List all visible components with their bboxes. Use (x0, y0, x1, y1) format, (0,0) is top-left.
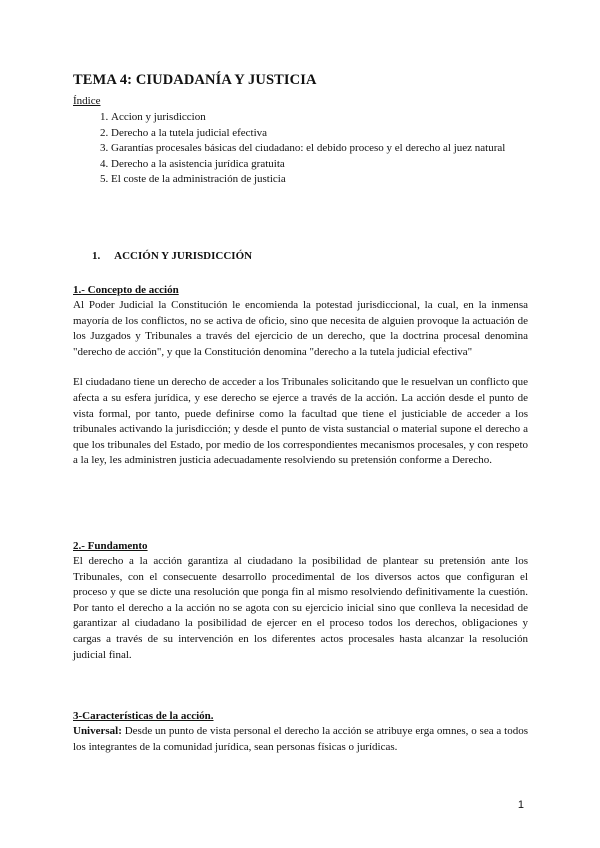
table-of-contents (73, 110, 528, 188)
toc-item: 1. Accion y jurisdiccion (111, 110, 528, 126)
section-number: 1. (92, 250, 101, 262)
section-heading (73, 250, 252, 262)
caracteristicas-section (73, 709, 528, 755)
page-number: 1 (517, 799, 524, 811)
concepto-paragraph-2: El ciudadano tiene un derecho de acceder a los Tribunales solicitando que le resuelvan un conflicto que afecta a su esfera jurídica, y ese derecho se ejerce a través de la acción. La acción desde el punto de vista formal, por tanto, puede definirse como la facultad que tiene el justiciable de acceder a los tribunales activando la jurisdicción; y desde el punto de vista sustancial o material supone el derecho a que los tribunales del Estado, por medio de los correspondientes mecanismos procesales, y con respeto a la ley, les administren justicia adecuadamente resolviendo su pretensión conforme a Derecho. (73, 376, 528, 467)
toc-item: 5. El coste de la administración de justicia (111, 172, 528, 188)
caracteristicas-heading: 3-Características de la acción. (73, 710, 214, 722)
toc-item: 4. Derecho a la asistencia jurídica gratuita (111, 157, 528, 173)
concepto-heading: 1.- Concepto de acción (73, 284, 179, 296)
caracteristicas-paragraph (73, 724, 528, 755)
document-title: TEMA 4: CIUDADANÍA Y JUSTICIA (73, 72, 317, 88)
toc-item: 3. Garantías procesales básicas del ciudadano: el debido proceso y el derecho al juez natural (111, 141, 528, 157)
universal-text: Desde un punto de vista personal el derecho la acción se atribuye erga omnes, o sea a todos los integrantes de la comunidad jurídica, sean personas físicas o jurídicas. (73, 725, 528, 753)
concepto-section (73, 283, 528, 469)
fundamento-paragraph: El derecho a la acción garantiza al ciudadano la posibilidad de plantear su pretensión ante los Tribunales, con el consecuente desarrollo procedimental de los diversos actos que configuran el proceso y que se dicte una resolución que ponga fin al mismo resolviendo definitivamente la cuestión. Por tanto el derecho a la acción no se agota con su ejercicio inicial sino que conlleva la necesidad de garantizar al ciudadano la posibilidad de ejercer en el proceso todos los derechos, obligaciones y cargas a través de su intervención en los diferentes actos procesales hasta alcanzar la resolución judicial final. (73, 555, 528, 661)
document-page (73, 72, 528, 753)
concepto-paragraph-1: Al Poder Judicial la Constitución le encomienda la potestad jurisdiccional, la cual, en la inmensa mayoría de los conflictos, no se activa de oficio, sino que necesita de alguien provoque la actuación de los Juzgados y Tribunales a través del ejercicio de un derecho, que la doctrina procesal denomina "derecho de acción", y que la Constitución denomina "derecho a la tutela judicial efectiva" (73, 299, 528, 358)
universal-label: Universal: (73, 725, 122, 737)
index-label: Índice (73, 95, 101, 107)
fundamento-section (73, 539, 528, 663)
fundamento-heading: 2.- Fundamento (73, 540, 148, 552)
toc-item: 2. Derecho a la tutela judicial efectiva (111, 126, 528, 142)
section-heading-text: ACCIÓN Y JURISDICCIÓN (114, 250, 253, 262)
